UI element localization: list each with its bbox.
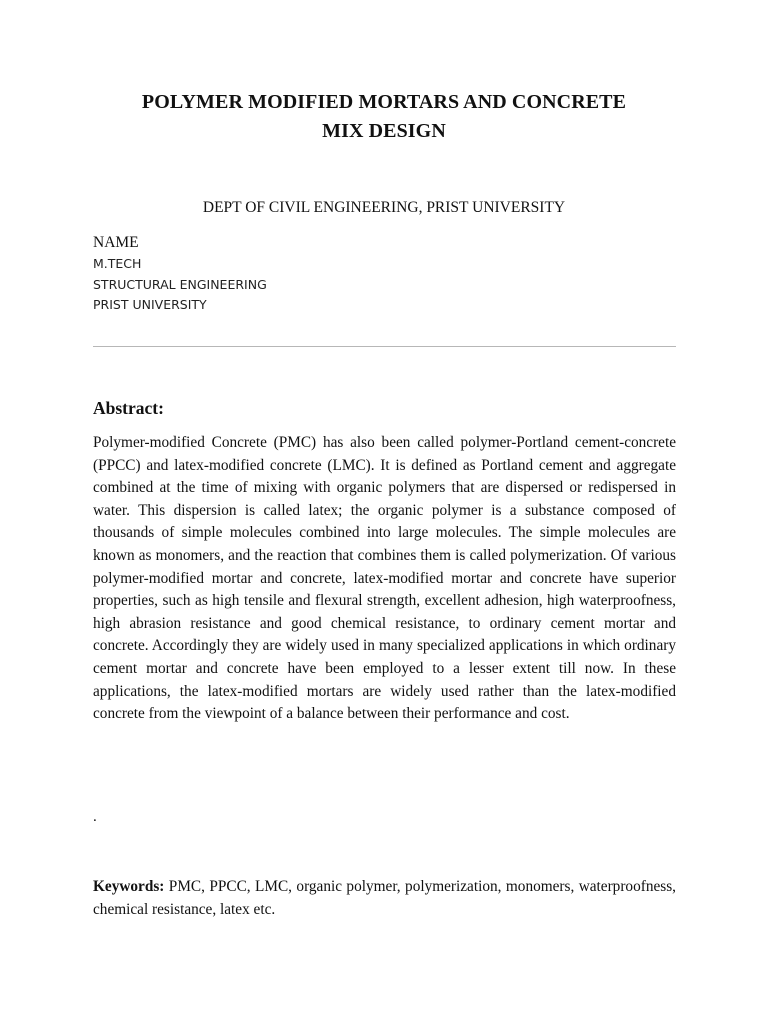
section-divider [93,346,676,347]
author-degree: M.TECH [93,256,142,271]
abstract-trailing-mark: . [93,809,97,825]
author-university: PRIST UNIVERSITY [93,297,207,312]
keywords-label: Keywords: [93,878,165,895]
abstract-body: Polymer-modified Concrete (PMC) has also been called polymer-Portland cement-concrete (PPCC) and latex-modified concrete (LMC). It is defined as Portland cement and aggregate combined at the time of mixing with organic polymers that are dispersed or redispersed in water. This dispersion is called latex; the organic polymer is a substance composed of thousands of simple molecules combined into large molecules. The simple molecules are known as monomers, and the reaction that combines them is called polymerization. Of various polymer-modified mortar and concrete, latex-modified mortar and concrete have superior properties, such as high tensile and flexural strength, excellent adhesion, high waterproofness, high abrasion resistance and good chemical resistance, to ordinary cement mortar and concrete. Accordingly they are widely used in many specialized applications in which ordinary cement mortar and concrete have been employed to a lesser extent till now. In these applications, the latex-modified mortars are widely used rather than the latex-modified concrete from the viewpoint of a balance between their performance and cost. [93,434,676,723]
abstract-heading: Abstract: [93,398,164,418]
paper-title [70,88,698,146]
paper-title-line-1: POLYMER MODIFIED MORTARS AND CONCRETE [141,91,627,113]
author-details [93,254,267,316]
author-department: STRUCTURAL ENGINEERING [93,276,267,292]
paper-title-line-2: MIX DESIGN [322,120,446,142]
affiliation: DEPT OF CIVIL ENGINEERING, PRIST UNIVERSITY [202,199,566,216]
keywords-paragraph [93,876,676,921]
keywords-text: PMC, PPCC, LMC, organic polymer, polymerization, monomers, waterproofness, chemical resistance, latex etc. [93,878,676,918]
author-name: NAME [93,234,139,251]
